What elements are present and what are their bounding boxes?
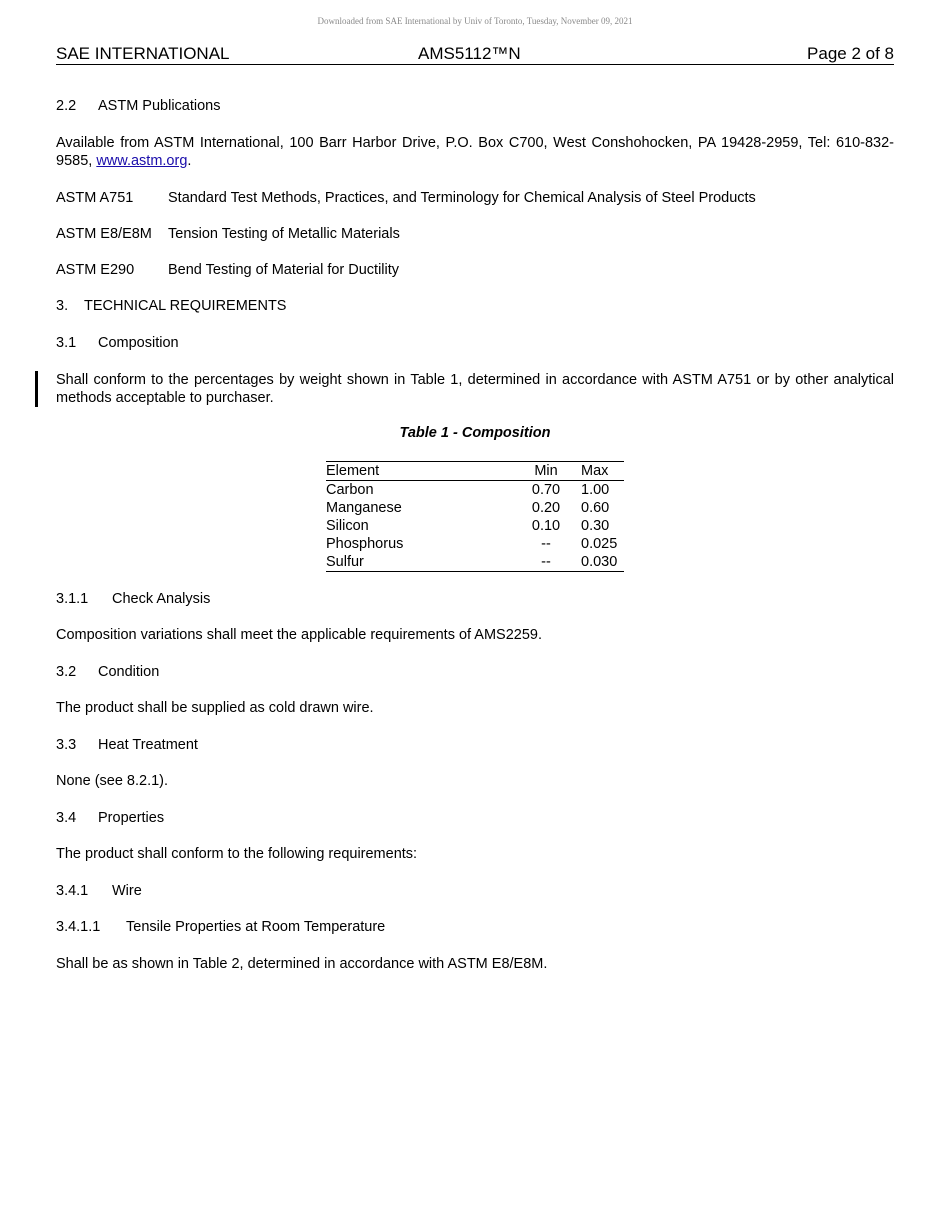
section-3-2-heading: 3.2 Condition (56, 664, 160, 680)
tensile-text: Shall be as shown in Table 2, determined in accordance with ASTM E8/E8M. (56, 956, 548, 972)
table-row: Silicon 0.10 0.30 (326, 518, 610, 534)
header-max: Max (581, 463, 609, 479)
section-3-3-heading: 3.3 Heat Treatment (56, 737, 198, 753)
composition-text: Shall conform to the percentages by weight shown in Table 1, determined in accordance with ASTM A751 or by other analytical methods acceptable to purchaser. (56, 372, 894, 406)
header-publisher: SAE INTERNATIONAL (56, 44, 230, 63)
header-min: Min (534, 463, 558, 479)
check-analysis-text: Composition variations shall meet the applicable requirements of AMS2259. (56, 627, 543, 643)
reference-row: ASTM E8/E8M Tension Testing of Metallic Materials (56, 226, 400, 242)
header-element: Element (326, 463, 380, 479)
revision-change-bar (35, 371, 38, 407)
header-page-number: Page 2 of 8 (807, 44, 894, 63)
section-3-1-heading: 3.1 Composition (56, 335, 179, 351)
composition-table (326, 461, 624, 572)
table-row: Phosphorus -- 0.025 (326, 536, 618, 552)
section-3-4-1-heading: 3.4.1 Wire (56, 883, 142, 899)
section-3-1-1-heading: 3.1.1 Check Analysis (56, 591, 211, 607)
table-row: Manganese 0.20 0.60 (326, 500, 610, 516)
astm-availability-text: Available from ASTM International, 100 Barr Harbor Drive, P.O. Box C700, West Conshohocken, PA 19428-2959, Tel: 610-832-9585, www.astm.org. (56, 135, 894, 169)
table-1-caption: Table 1 - Composition (399, 425, 551, 441)
heat-treatment-text: None (see 8.2.1). (56, 773, 169, 789)
header-doc-number: AMS5112™N (418, 44, 521, 63)
download-note: Downloaded from SAE International by Univ of Toronto, Tuesday, November 09, 2021 (317, 16, 633, 26)
section-3-4-heading: 3.4 Properties (56, 810, 165, 826)
table-row: Sulfur -- 0.030 (326, 553, 624, 572)
reference-row: ASTM E290 Bend Testing of Material for Ductility (56, 262, 400, 278)
section-2-2-heading: 2.2 ASTM Publications (56, 98, 221, 114)
condition-text: The product shall be supplied as cold drawn wire. (56, 700, 374, 716)
page-header (56, 44, 894, 65)
table-header-row (326, 462, 624, 481)
properties-text: The product shall conform to the following requirements: (56, 846, 418, 862)
section-3-4-1-1-heading: 3.4.1.1 Tensile Properties at Room Temperature (56, 919, 386, 935)
astm-website-link[interactable]: www.astm.org (96, 153, 188, 169)
section-3-heading: 3. TECHNICAL REQUIREMENTS (56, 298, 287, 314)
reference-row: ASTM A751 Standard Test Methods, Practices, and Terminology for Chemical Analysis of Steel Products (56, 190, 756, 206)
table-row: Carbon 0.70 1.00 (326, 482, 610, 498)
